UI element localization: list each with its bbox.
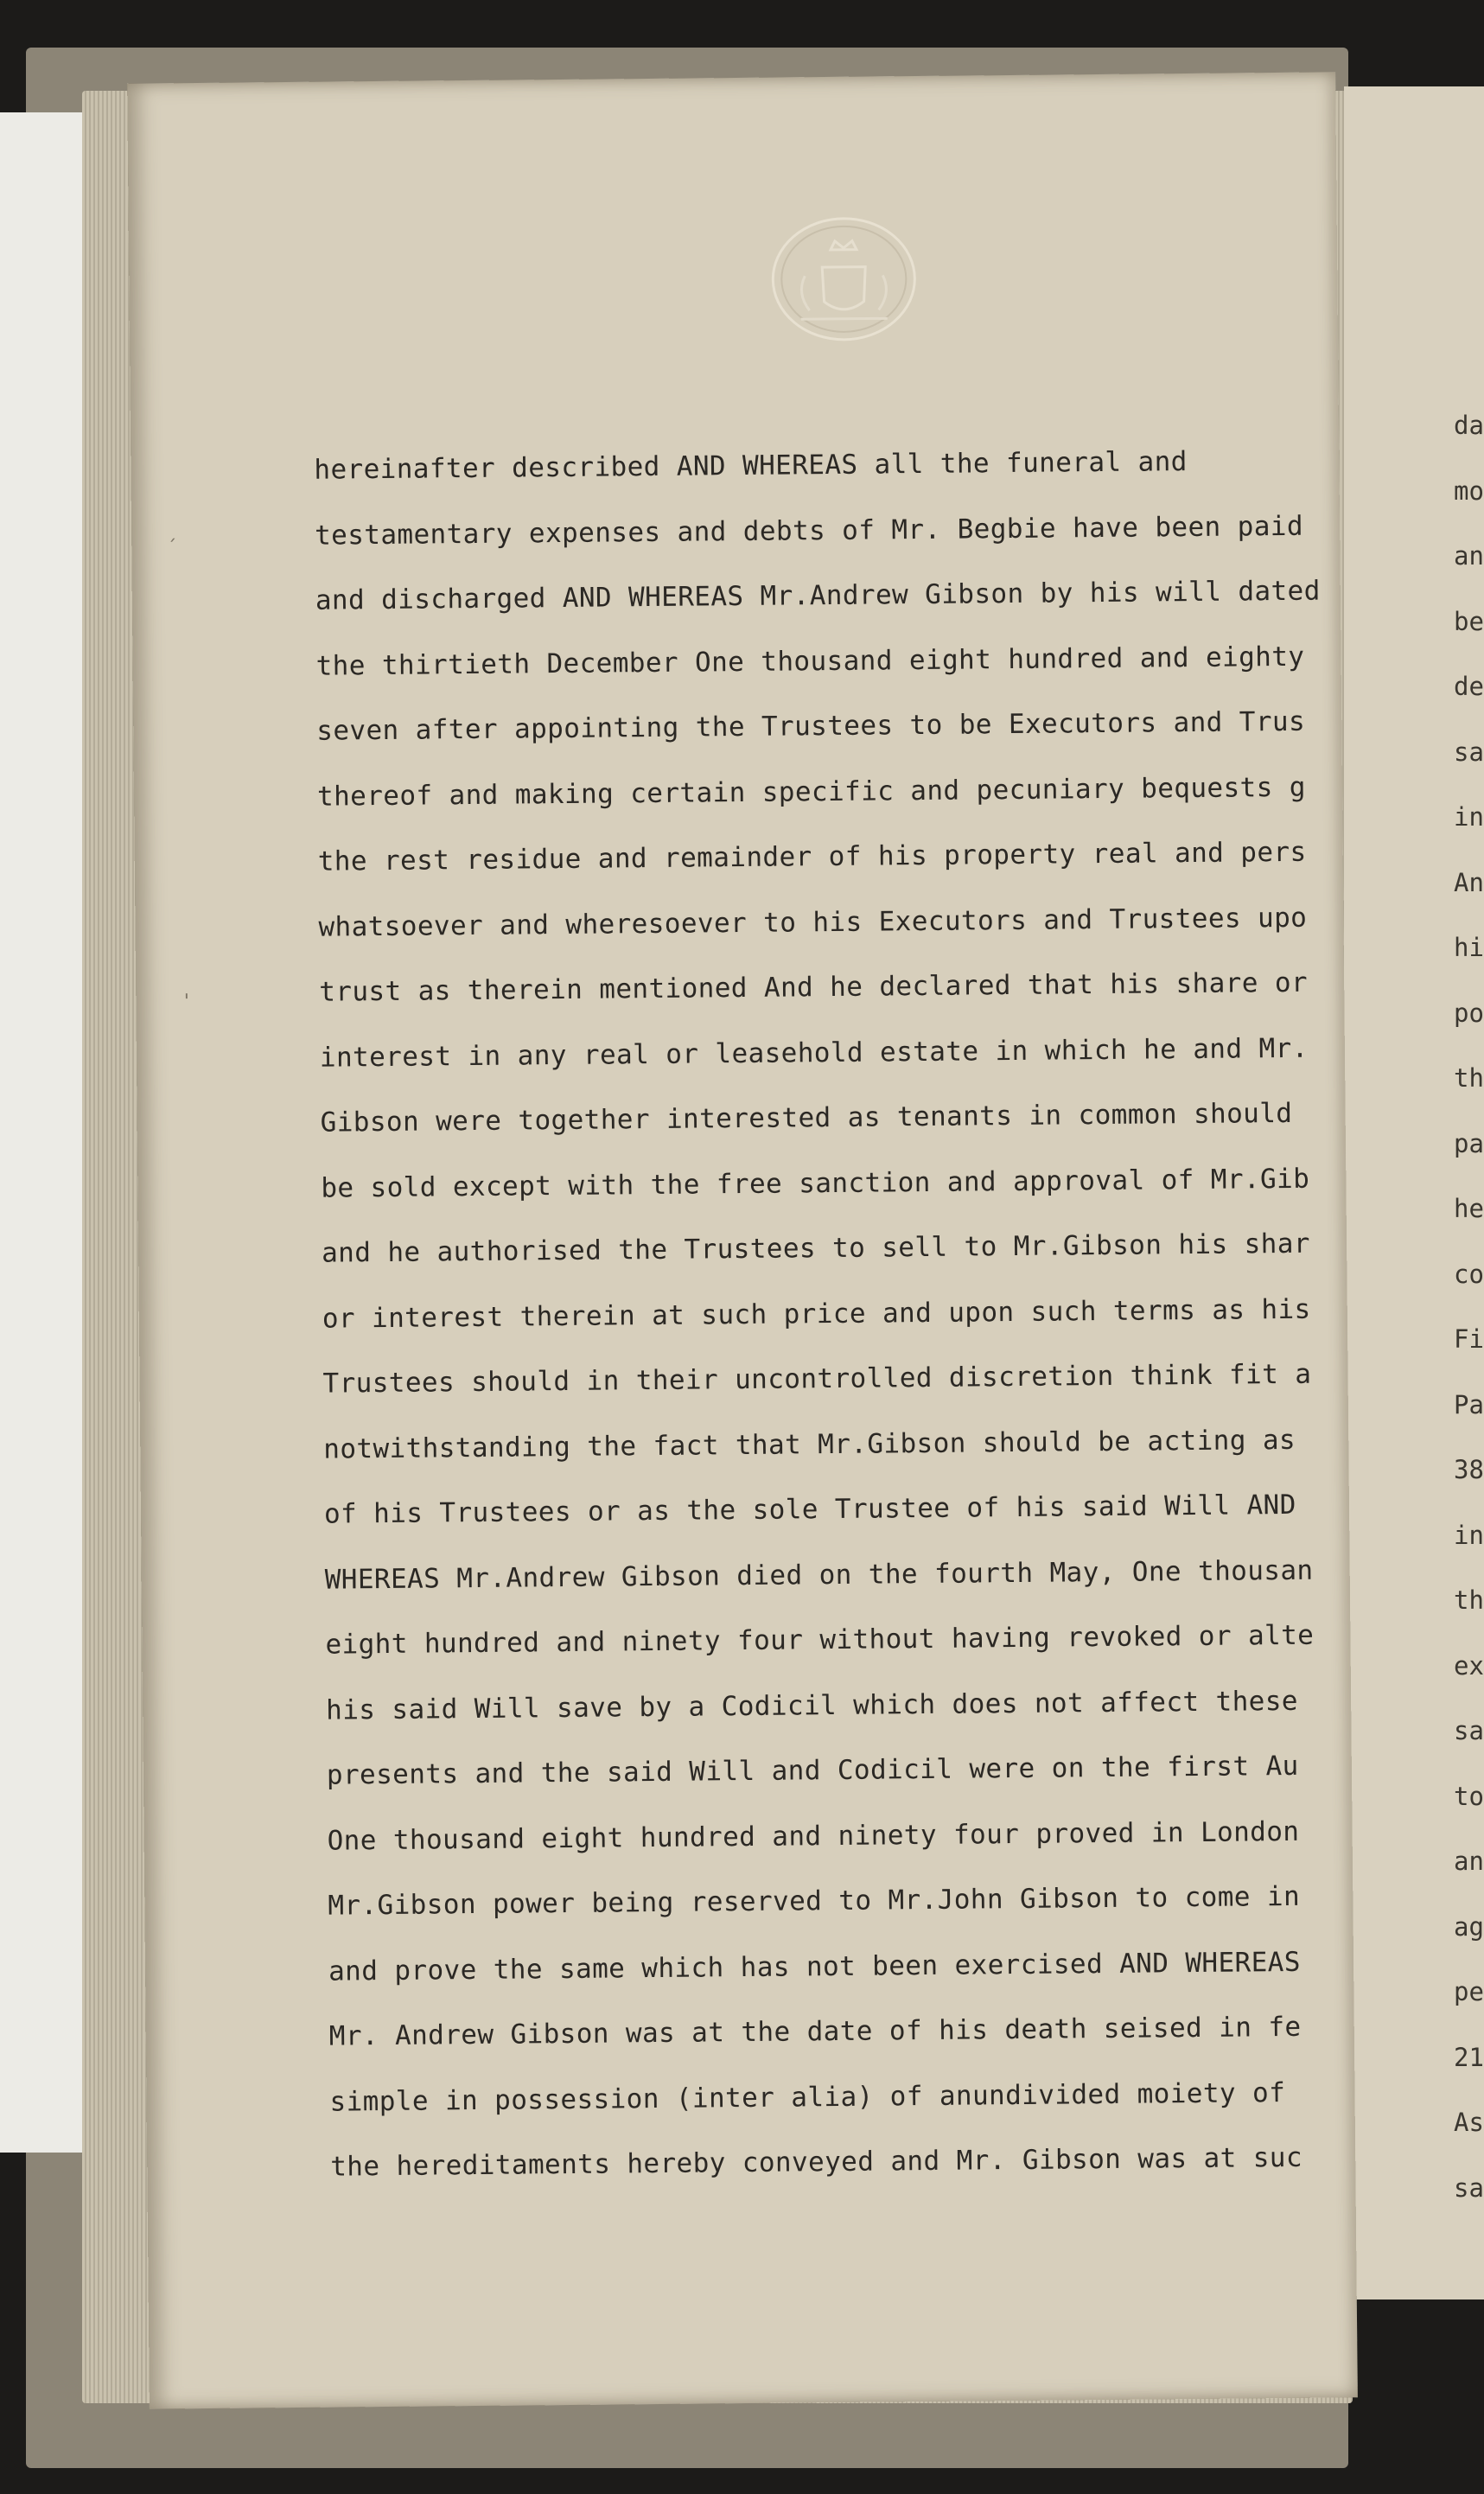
adjacent-text-fragment: to: [1454, 1781, 1484, 1811]
adjacent-text-fragment: mo: [1454, 475, 1484, 506]
margin-mark: ': [181, 991, 193, 1013]
text-line: interest in any real or leasehold estate in which he and Mr.: [319, 1032, 1309, 1074]
adjacent-text-fragment: ag: [1454, 1911, 1484, 1942]
adjacent-text-fragment: Pa: [1454, 1389, 1484, 1419]
text-line: and discharged AND WHEREAS Mr.Andrew Gibson by his will dated: [315, 575, 1321, 616]
text-line: Trustees should in their uncontrolled discretion think fit a: [322, 1358, 1312, 1400]
text-line: WHEREAS Mr.Andrew Gibson died on the fourth May, One thousan: [324, 1554, 1314, 1596]
document-body: [314, 428, 1351, 2200]
adjacent-text-fragment: th: [1454, 1585, 1484, 1615]
embossed-crest-icon: [770, 214, 918, 344]
text-line: eight hundred and ninety four without having revoked or alte: [325, 1619, 1315, 1661]
adjacent-text-fragment: in: [1454, 1520, 1484, 1550]
adjacent-text-fragment: Fi: [1454, 1324, 1484, 1354]
adjacent-text-fragment: sa: [1454, 2172, 1484, 2203]
adjacent-text-fragment: an: [1454, 541, 1484, 571]
text-line: the rest residue and remainder of his property real and pers: [317, 836, 1307, 877]
text-line: seven after appointing the Trustees to be Executors and Trus: [316, 705, 1306, 747]
text-line: testamentary expenses and debts of Mr. Begbie have been paid: [314, 510, 1304, 552]
text-line: the thirtieth December One thousand eight hundred and eighty: [315, 641, 1305, 682]
text-line: be sold except with the free sanction and approval of Mr.Gib: [321, 1163, 1310, 1204]
text-line: of his Trustees or as the sole Trustee of his said Will AND: [323, 1489, 1296, 1530]
document-page: [127, 72, 1358, 2408]
adjacent-text-fragment: th: [1454, 1063, 1484, 1093]
text-line: One thousand eight hundred and ninety four proved in London: [327, 1815, 1300, 1857]
text-line: and prove the same which has not been exercised AND WHEREAS: [328, 1946, 1301, 1987]
text-line: notwithstanding the fact that Mr.Gibson should be acting as: [323, 1424, 1296, 1465]
adjacent-text-fragment: he: [1454, 1194, 1484, 1223]
text-line: hereinafter described AND WHEREAS all the funeral and: [314, 446, 1188, 486]
text-line: or interest therein at such price and upon such terms as his: [322, 1293, 1311, 1335]
adjacent-text-fragment: de: [1454, 672, 1484, 701]
text-line: the hereditaments hereby conveyed and Mr. Gibson was at suc: [330, 2141, 1303, 2183]
text-line: his said Will save by a Codicil which does not affect these: [326, 1685, 1299, 1726]
adjacent-text-fragment: co: [1454, 1259, 1484, 1289]
text-line: and he authorised the Trustees to sell to Mr.Gibson his shar: [321, 1228, 1311, 1269]
text-line: simple in possession (inter alia) of anundivided moiety of: [329, 2076, 1286, 2118]
adjacent-text-fragment: ex: [1454, 1650, 1484, 1681]
adjacent-text-fragment: 21: [1454, 2042, 1484, 2072]
adjacent-text-fragment: sa: [1454, 737, 1484, 767]
text-line: presents and the said Will and Codicil were on the first Au: [326, 1750, 1299, 1791]
adjacent-text-fragment: be: [1454, 606, 1484, 636]
adjacent-text-fragment: in: [1454, 802, 1484, 832]
text-line: Mr. Andrew Gibson was at the date of his death seised in fe: [328, 2011, 1302, 2052]
adjacent-text-fragment: sa: [1454, 1716, 1484, 1745]
adjacent-text-fragment: hi: [1454, 933, 1484, 962]
margin-mark: ´: [166, 537, 178, 559]
text-line: whatsoever and wheresoever to his Executors and Trustees upo: [318, 902, 1308, 943]
adjacent-text-fragment: As: [1454, 2108, 1484, 2137]
adjacent-page-text: [1454, 393, 1484, 2221]
adjacent-text-fragment: an: [1454, 1847, 1484, 1876]
adjacent-text-fragment: da: [1454, 411, 1484, 440]
adjacent-text-fragment: pa: [1454, 1128, 1484, 1158]
text-line: thereof and making certain specific and pecuniary bequests g: [316, 771, 1306, 813]
adjacent-text-fragment: po: [1454, 998, 1484, 1028]
text-line: Mr.Gibson power being reserved to Mr.John Gibson to come in: [328, 1880, 1301, 1922]
adjacent-text-fragment: An: [1454, 867, 1484, 897]
text-line: Gibson were together interested as tenants in common should: [320, 1097, 1293, 1139]
text-line: trust as therein mentioned And he declared that his share or: [319, 966, 1309, 1008]
adjacent-text-fragment: pe: [1454, 1977, 1484, 2006]
adjacent-text-fragment: 38: [1454, 1455, 1484, 1484]
